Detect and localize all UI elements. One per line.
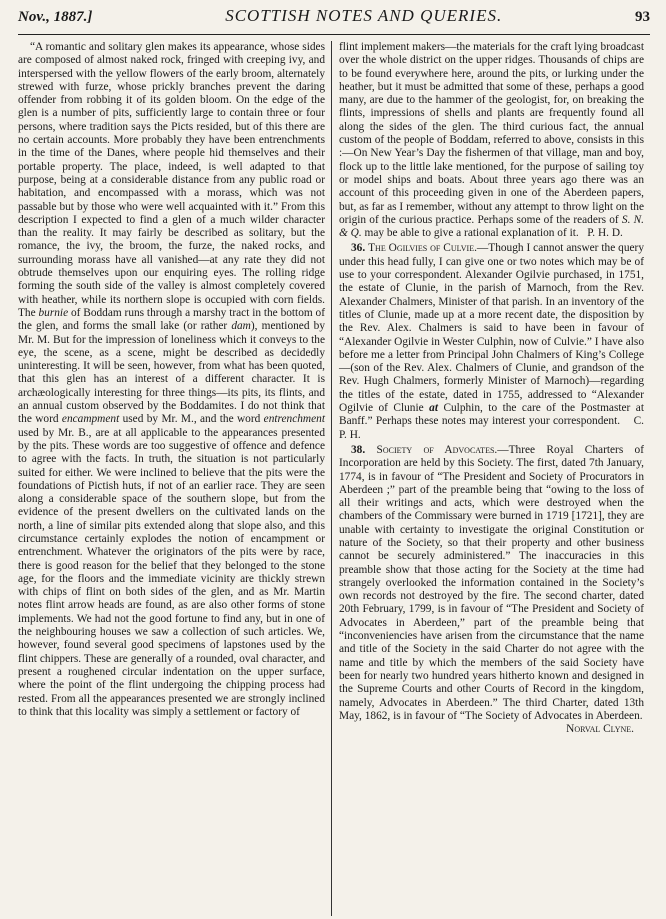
two-column-body (18, 41, 650, 916)
signature-norval-clyne: Norval Clyne. (566, 723, 634, 736)
italic-encampment: encampment (61, 413, 120, 426)
left-paragraph (18, 41, 325, 719)
text-run: ), mentioned by Mr. M. But for the impression of loneliness which it conveys to the eye, the scene, as a scene, might be described as decidedly uninteresting. It will be seen, however, from what has been quoted, that this glen has an interest of a different character. It is archæologically interesting for three things—its pits, its flints, and an annual custom observed by the Boddamites. I do not think that the word (18, 320, 325, 426)
signature-cph: C. P. H. (339, 415, 644, 441)
entry-36-number: 36. (351, 242, 366, 255)
text-run: may be able to give a rational explanation of it. (361, 227, 579, 240)
italic-snq: S. N. & Q. (339, 213, 644, 240)
italic-at: at (429, 402, 438, 415)
running-header (18, 6, 650, 35)
text-run: Culphin, to the care of the Postmaster at Banff.” Perhaps these notes may interest your correspondent. (339, 402, 644, 428)
text-run: “A romantic and solitary glen makes its appearance, whose sides are composed of almost naked rock, fringed with creeping ivy, and interspersed with the yellow flowers of the early broom, alternately strewed with furze, whose prickly branches prevent the daring offender from robbing it of its golden bloom. On the edge of the glen is a number of pits, sufficiently large to contain three or four persons, where tradition says the Picts resided, but of this there are no certain accounts. More probably they have been entrenchments in the time of the Danes, where people hid themselves and their portable property. The place, indeed, is well adapted to that purpose, being at a considerable distance from any public road or habitation, and encompassed with a morass, which was not passable but by those who were well acquainted with it.” From this description I expected to find a glen of a much wilder character than the reality. It may fairly be described as solitary, but the romance, the ivy, the broom, the furze, the naked rocks, and surrounding morass have all vanished—at any rate they did not obtrude themselves upon our enquiring eyes. The rolling ridge forming the south side of the valley is almost completely covered with heather, while its northern slope is occupied with corn fields. The (18, 41, 325, 319)
right-column (331, 41, 644, 916)
header-date: Nov., 1887.] (18, 9, 93, 25)
text-run: used by Mr. M., and the word (119, 413, 264, 426)
header-title: SCOTTISH NOTES AND QUERIES. (225, 6, 503, 25)
right-paragraph-continued (339, 41, 644, 240)
entry-38-title: Society of Advocates. (376, 443, 498, 456)
italic-entrenchment: entrenchment (263, 413, 325, 426)
entry-36-title: The Ogilvies of Culvie. (368, 242, 477, 255)
left-column (18, 41, 331, 916)
entry-38-number: 38. (351, 443, 366, 456)
signature-phd: P. H. D. (587, 227, 623, 240)
text-run: of Boddam runs through a marshy tract in the bottom of the glen, and forms the small lake (or rather (18, 306, 326, 333)
text-run: —Though I cannot answer the query under this head fully, I can give one or two notes which may be of use to your correspondent. Alexander Ogilvie purchased, in 1751, the estate of Clunie, in the parish of Marnoch, from the Rev. Alexander Chalmers, Minister of that parish. In an inventory of the titles of Clunie, made up at a more recent date, the disposition by the Rev. Alex. Chalmers is said to have been in favour of “Alexander Ogilvie in Wester Culphin, now of Culvie.” I have also before me a letter from Principal John Chalmers of King’s College—(son of the Rev. Alex. Chalmers of Clunie, and grandson of the Rev. Hugh Chalmers, formerly Minister of Marnoch)—regarding the titles of the estate, dated in 1755, addressed to “Alexander Ogilvie of Clunie (339, 242, 644, 415)
text-run: flint implement makers—the materials for the craft lying broadcast over the whole district on the upper ridges. Thousands of chips are to be found everywhere here, around the pits, or lurking under the heather, but it must be admitted that some of these, perhaps a good many, are due to the hammer of the geologist, for, on breaking the flints, impressions of shells and plants are frequently found all along the sides of the glen. The third curious fact, the annual custom of the people of Boddam, referred to above, consists in this :—On New Year’s Day the fishermen of that village, man and boy, flock up to the little lake mentioned, for the purpose of sailing toy or model ships and boats. About three years ago there was an account of this proceeding given in one of the Aberdeen papers, but, as far as I remember, without any attempt to throw light on the origin of the curious practice. Perhaps some of the readers of (339, 41, 644, 226)
italic-burnie: burnie (38, 306, 69, 319)
italic-dam: dam (231, 320, 251, 333)
text-run: —Three Royal Charters of Incorporation are held by this Society. The first, dated 7th January, 1774, is in favour of “The President and Society of Procurators in Aberdeen ;” part of the preamble being that “owing to the loss of all their writings and acts, which were destroyed when the chambers of the Commissary were burned in 1719 [1721], they are unable with certainty to investigate the original Constitution or nature of the Society, so that their property and other business cannot be securely administered.” The inaccuracies in this preamble show that those acting for the Society at the time had strangely overlooked the information contained in the Society’s own records not destroyed by the fire. The second charter, dated 20th February, 1799, is in favour of “The President and Society of Advocates in Aberdeen,” part of the preamble being that “inconveniencies have arisen from the circumstance that the name and title of the Society in the said Charter do not agree with the name and title by which the members of the said Society have been for nearly two hundred years hitherto known and designed in the Supreme Courts and other Courts of Record in the kingdom, namely, Advocates in Aberdeen.” The third Charter, dated 13th May, 1862, is in favour of “The Society of Advocates in Aberdeen. (339, 443, 644, 722)
entry-36 (339, 242, 644, 441)
page-number: 93 (634, 9, 650, 25)
entry-38 (339, 444, 644, 723)
text-run: used by Mr. B., are at all applicable to the appearances presented by the pits. These words are too suggestive of offence and defence to agree with the facts. In truth, the situation is not particularly suited for either. We were inclined to believe that the pits were the foundations of Pictish huts, if not of an earlier race. They are seen along a considerable space of the southern slope, but from the evidence of the present dwellers on the cultivated lands on the north, a line of similar pits extended along that slope also, and this circumstance certainly explodes the notion of encampment or entrenchment. Whatever the originators of the pits were by race, there is good reason for the belief that they belonged to the stone age, for the floors and the immediate vicinity are thickly strewn with chips of flint on both sides of the glen, and as Mr. Martin notes flint arrow heads are found, as are also other forms of stone implements. We had not the good fortune to find any, but in one of the neighbouring houses we saw a collection of such articles. We, however, found several good specimens of lapstones used by the flint chippers. These are generally of a rounded, oval character, and present a roughened circular indentation on the upper surface, where the point of the flint undergoing the chipping process had rested. From all the appearances presented we are strongly inclined to think that this locality was simply a settlement or factory of (18, 426, 325, 718)
